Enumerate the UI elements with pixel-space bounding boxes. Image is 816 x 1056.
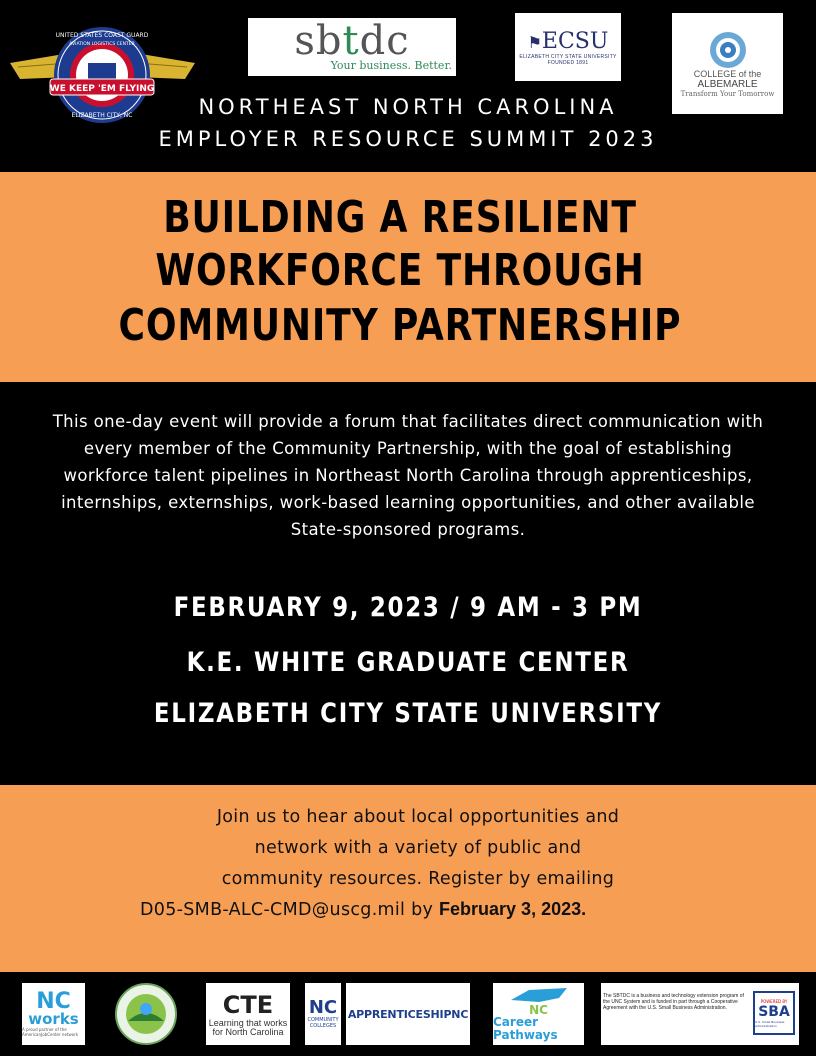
summit-region: NORTHEAST NORTH CAROLINA: [198, 95, 618, 119]
sbtdc-logo: [248, 18, 456, 76]
nccc-nc: NC: [308, 997, 338, 1018]
event-datetime: FEBRUARY 9, 2023 / 9 AM - 3 PM: [173, 592, 643, 623]
ecsu-subtitle: ELIZABETH CITY STATE UNIVERSITY: [519, 53, 617, 60]
uscg-ring-side-text: AVIATION LOGISTICS CENTER: [69, 42, 135, 47]
apprenticeship-nc-logo: [346, 983, 470, 1045]
event-description: This one-day event will provide a forum that facilitates direct communication with every member of the Community Partnership, with the goal of establishing workforce talent pipelines in Northeast North Carolina through apprenticeships, internships, externships, work-based learning opportunities, and other available State-sponsored programs.: [52, 412, 764, 539]
albemarle-commission-seal: [110, 983, 182, 1045]
sbtdc-brand-pre: sb: [294, 18, 343, 64]
sba-disclaimer-text: The SBTDC is a business and technology extension program of the UNC System and is funded in part through a Cooperative Agreement with the U.S. Small Business Administration.: [603, 993, 744, 1011]
summit-title: EMPLOYER RESOURCE SUMMIT 2023: [158, 127, 658, 151]
ncworks-works: works: [28, 1009, 79, 1028]
sbtdc-sba-disclaimer: [601, 983, 799, 1045]
nc-career-pathways-logo: [493, 983, 584, 1045]
cta-text: [118, 802, 718, 895]
sba-powered-by: POWERED BY: [760, 998, 788, 1004]
sbtdc-tagline: Your business. Better.: [330, 58, 452, 72]
coa-emblem-icon: [708, 30, 748, 70]
sbtdc-brand-post: dc: [359, 18, 410, 64]
ecsu-logo: [515, 13, 621, 81]
headline-line-3: COMMUNITY PARTNERSHIP: [118, 300, 682, 351]
ecsu-name-text: ECSU: [541, 28, 609, 54]
registration-line: [140, 899, 586, 920]
cta-line-3: community resources. Register by emailing: [221, 869, 615, 889]
ecsu-name: [528, 29, 609, 54]
cta-line-1: Join us to hear about local opportunities and: [216, 807, 620, 827]
headline-line-1: BUILDING A RESILIENT: [163, 192, 637, 243]
coa-line2: ALBEMARLE: [697, 78, 758, 90]
headline-line-2: WORKFORCE THROUGH: [155, 245, 645, 296]
sba-sub: U.S. Small Business Administration: [755, 1019, 785, 1028]
nc-community-colleges-logo: [305, 983, 341, 1045]
sbtdc-brand-t: t: [342, 18, 360, 64]
pathways-label: Career Pathways: [493, 1015, 558, 1042]
nccc-sub: COMMUNITY COLLEGES: [307, 1017, 339, 1029]
cte-logo: [206, 983, 290, 1045]
cte-brand: CTE: [222, 991, 274, 1019]
sbtdc-brand: [294, 18, 410, 64]
uscg-ring-top-text: UNITED STATES COAST GUARD: [55, 32, 149, 39]
cta-line-2: network with a variety of public and: [254, 838, 582, 858]
registration-email[interactable]: D05-SMB-ALC-CMD@uscg.mil by: [140, 900, 434, 920]
uscg-ring-bottom-text: ELIZABETH CITY, NC: [71, 112, 133, 119]
registration-deadline: February 3, 2023.: [439, 899, 587, 919]
sba-logo: [753, 991, 795, 1035]
event-institution: ELIZABETH CITY STATE UNIVERSITY: [153, 698, 663, 729]
ncworks-sub: A proud partner of the AmericanJobCenter network: [22, 1026, 79, 1037]
ecsu-founded: FOUNDED 1891: [547, 59, 589, 66]
pathways-nc: NC: [529, 1003, 548, 1017]
ncworks-logo: [22, 983, 85, 1045]
apprenticeship-nc-label: APPRENTICESHIPNC: [347, 1007, 469, 1021]
sba-name: SBA: [758, 1003, 790, 1020]
coa-tagline: Transform Your Tomorrow: [680, 89, 775, 98]
ecsu-building-icon: ⚑: [527, 32, 542, 52]
nc-state-map-icon: [509, 986, 569, 1004]
uscg-banner-text: WE KEEP 'EM FLYING: [49, 84, 155, 94]
event-venue: K.E. WHITE GRADUATE CENTER: [186, 647, 630, 678]
coa-line1: COLLEGE of the: [693, 68, 762, 79]
ncworks-nc: NC: [36, 988, 71, 1014]
cte-tagline: Learning that works for North Carolina: [208, 1018, 288, 1037]
